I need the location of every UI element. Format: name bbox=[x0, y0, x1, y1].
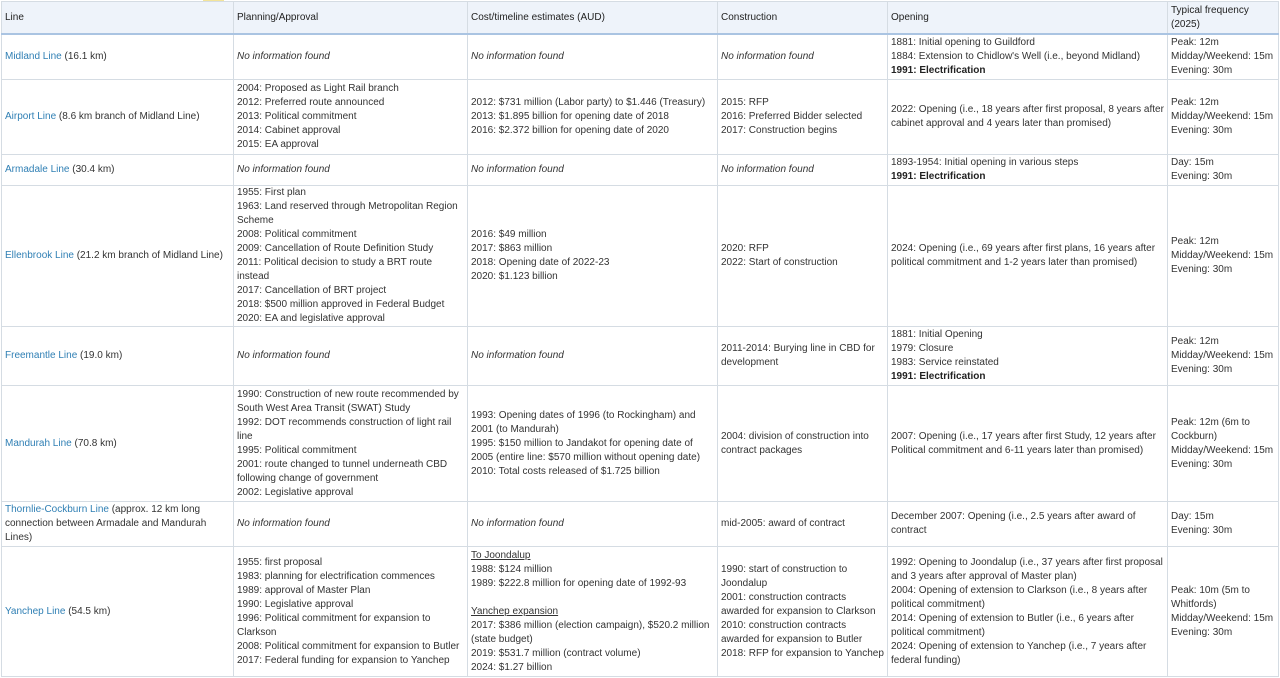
cost-entry: 2024: $1.27 billion bbox=[471, 661, 553, 673]
table-container bbox=[1, 1, 1278, 677]
planning-entry: 2001: route changed to tunnel underneath CBD following change of government bbox=[237, 458, 448, 484]
planning-entry: 2020: EA and legislative approval bbox=[237, 313, 385, 324]
frequency-entry: Peak: 12m bbox=[1171, 236, 1219, 247]
construction-entry: 2004: division of construction into contract packages bbox=[721, 430, 869, 456]
planning-entry: 2017: Federal funding for expansion to Yanchep bbox=[237, 654, 450, 666]
no-info-text: No information found bbox=[471, 164, 564, 175]
line-link[interactable]: Ellenbrook Line bbox=[5, 250, 74, 261]
planning-entry: 2017: Cancellation of BRT project bbox=[237, 285, 387, 296]
line-cell bbox=[2, 80, 234, 155]
frequency-cell bbox=[1168, 327, 1279, 386]
planning-entry: 1963: Land reserved through Metropolitan Region Scheme bbox=[237, 201, 458, 226]
frequency-entry: Evening: 30m bbox=[1171, 171, 1233, 182]
frequency-cell bbox=[1168, 80, 1279, 155]
frequency-entry: Midday/Weekend: 15m bbox=[1171, 250, 1274, 261]
frequency-entry: Evening: 30m bbox=[1171, 65, 1233, 76]
opening-cell bbox=[888, 327, 1168, 386]
cost-entry: 2013: $1.895 billion for opening date of 2018 bbox=[471, 111, 669, 122]
construction-entry: 2020: RFP bbox=[721, 243, 769, 254]
planning-entry: 2002: Legislative approval bbox=[237, 486, 354, 498]
frequency-cell bbox=[1168, 34, 1279, 80]
planning-entry: 2004: Proposed as Light Rail branch bbox=[237, 83, 399, 94]
planning-entry: 1996: Political commitment for expansion to Clarkson bbox=[237, 612, 431, 638]
frequency-entry: Evening: 30m bbox=[1171, 458, 1233, 470]
planning-cell bbox=[234, 386, 468, 502]
cost-entry: 2012: $731 million (Labor party) to $1.446 (Treasury) bbox=[471, 97, 706, 108]
opening-entry: December 2007: Opening (i.e., 2.5 years after award of contract bbox=[891, 511, 1136, 536]
table-row bbox=[2, 80, 1279, 155]
construction-entry: 1990: start of construction to Joondalup bbox=[721, 563, 848, 589]
line-link[interactable]: Yanchep Line bbox=[5, 605, 66, 617]
cost-entry: 1993: Opening dates of 1996 (to Rockingham) and 2001 (to Mandurah) bbox=[471, 409, 696, 435]
construction-entry: 2018: RFP for expansion to Yanchep bbox=[721, 647, 884, 659]
cost-entry: 2010: Total costs released of $1.725 billion bbox=[471, 465, 660, 477]
planning-cell bbox=[234, 547, 468, 677]
frequency-entry: Midday/Weekend: 15m bbox=[1171, 612, 1274, 624]
line-detail: (8.6 km branch of Midland Line) bbox=[56, 111, 200, 122]
planning-entry: 1990: Legislative approval bbox=[237, 598, 354, 610]
cost-subheading-yanchep: Yanchep expansion bbox=[471, 605, 559, 617]
planning-cell bbox=[234, 34, 468, 80]
construction-entry: mid-2005: award of contract bbox=[721, 518, 845, 529]
header-line: Line bbox=[2, 2, 234, 35]
line-link[interactable]: Airport Line bbox=[5, 111, 57, 122]
construction-entry: 2016: Preferred Bidder selected bbox=[721, 111, 863, 122]
header-construction: Construction bbox=[718, 2, 888, 35]
planning-entry: 1989: approval of Master Plan bbox=[237, 584, 371, 596]
line-detail: (16.1 km) bbox=[61, 51, 107, 62]
cost-entry: 2016: $2.372 billion for opening date of 2020 bbox=[471, 125, 669, 136]
table-row bbox=[2, 327, 1279, 386]
frequency-entry: Peak: 12m bbox=[1171, 37, 1219, 48]
planning-entry: 1983: planning for electrification commences bbox=[237, 570, 435, 582]
header-cost: Cost/timeline estimates (AUD) bbox=[468, 2, 718, 35]
line-cell bbox=[2, 327, 234, 386]
rail-lines-table bbox=[1, 1, 1279, 677]
no-info-text: No information found bbox=[471, 518, 564, 529]
cost-subheading-joondalup: To Joondalup bbox=[471, 549, 531, 561]
planning-entry: 2012: Preferred route announced bbox=[237, 97, 385, 108]
table-row bbox=[2, 502, 1279, 547]
frequency-entry: Peak: 12m bbox=[1171, 97, 1219, 108]
opening-cell bbox=[888, 155, 1168, 186]
planning-entry: 1955: first proposal bbox=[237, 556, 323, 568]
construction-cell bbox=[718, 327, 888, 386]
frequency-entry: Peak: 12m bbox=[1171, 336, 1219, 347]
construction-cell bbox=[718, 386, 888, 502]
planning-entry: 2009: Cancellation of Route Definition Study bbox=[237, 243, 434, 254]
planning-entry: 2011: Political decision to study a BRT route instead bbox=[237, 257, 433, 282]
frequency-cell bbox=[1168, 547, 1279, 677]
line-link[interactable]: Armadale Line bbox=[5, 164, 70, 175]
frequency-cell bbox=[1168, 186, 1279, 327]
construction-entry: 2022: Start of construction bbox=[721, 257, 838, 268]
opening-entry: 2022: Opening (i.e., 18 years after first proposal, 8 years after cabinet approval and 4 years later than promised) bbox=[891, 104, 1164, 129]
no-info-text: No information found bbox=[237, 518, 330, 529]
frequency-entry: Midday/Weekend: 15m bbox=[1171, 444, 1274, 456]
table-row bbox=[2, 386, 1279, 502]
construction-cell bbox=[718, 502, 888, 547]
cost-entry: 2019: $531.7 million (contract volume) bbox=[471, 647, 641, 659]
line-link[interactable]: Freemantle Line bbox=[5, 350, 78, 361]
frequency-entry: Evening: 30m bbox=[1171, 525, 1233, 536]
frequency-cell bbox=[1168, 502, 1279, 547]
no-info-text: No information found bbox=[237, 350, 330, 361]
opening-cell bbox=[888, 386, 1168, 502]
opening-entry: 2007: Opening (i.e., 17 years after first Study, 12 years after Political commitment and 6-11 years later than promised) bbox=[891, 430, 1156, 456]
spacer bbox=[471, 591, 714, 605]
frequency-entry: Midday/Weekend: 15m bbox=[1171, 51, 1274, 62]
planning-cell bbox=[234, 502, 468, 547]
cost-entry: 2017: $386 million (election campaign), $520.2 million (state budget) bbox=[471, 619, 710, 645]
line-detail: (54.5 km) bbox=[65, 605, 111, 617]
cost-entry: 2016: $49 million bbox=[471, 229, 547, 240]
construction-cell bbox=[718, 80, 888, 155]
construction-entry: 2010: construction contracts awarded for expansion to Butler bbox=[721, 619, 863, 645]
electrification-entry: 1991: Electrification bbox=[891, 171, 986, 182]
header-opening: Opening bbox=[888, 2, 1168, 35]
cost-cell bbox=[468, 155, 718, 186]
no-info-text: No information found bbox=[237, 51, 330, 62]
cost-entry: 1989: $222.8 million for opening date of 1992-93 bbox=[471, 577, 687, 589]
table-row bbox=[2, 186, 1279, 327]
frequency-entry: Day: 15m bbox=[1171, 511, 1214, 522]
frequency-entry: Evening: 30m bbox=[1171, 626, 1233, 638]
line-detail: (approx. 12 km long connection between Armadale and Mandurah Lines) bbox=[5, 504, 207, 543]
construction-entry: 2017: Construction begins bbox=[721, 125, 838, 136]
frequency-entry: Midday/Weekend: 15m bbox=[1171, 111, 1274, 122]
no-info-text: No information found bbox=[721, 51, 814, 62]
frequency-entry: Evening: 30m bbox=[1171, 125, 1233, 136]
line-link[interactable]: Midland Line bbox=[5, 51, 62, 62]
line-cell bbox=[2, 547, 234, 677]
planning-entry: 2008: Political commitment bbox=[237, 229, 357, 240]
opening-entry: 1881: Initial Opening bbox=[891, 329, 983, 340]
frequency-cell bbox=[1168, 386, 1279, 502]
frequency-entry: Peak: 12m (6m to Cockburn) bbox=[1171, 416, 1250, 442]
opening-entry: 2004: Opening of extension to Clarkson (i.e., 8 years after political commitment) bbox=[891, 584, 1148, 610]
line-cell bbox=[2, 34, 234, 80]
opening-entry: 2014: Opening of extension to Butler (i.e., 6 years after political commitment) bbox=[891, 612, 1134, 638]
cost-entry: 2018: Opening date of 2022-23 bbox=[471, 257, 610, 268]
frequency-entry: Evening: 30m bbox=[1171, 364, 1233, 375]
planning-entry: 1990: Construction of new route recommended by South West Area Transit (SWAT) Study bbox=[237, 388, 459, 414]
electrification-entry: 1991: Electrification bbox=[891, 65, 986, 76]
no-info-text: No information found bbox=[471, 51, 564, 62]
cost-cell bbox=[468, 186, 718, 327]
opening-cell bbox=[888, 34, 1168, 80]
planning-entry: 1995: Political commitment bbox=[237, 444, 357, 456]
opening-entry: 2024: Opening (i.e., 69 years after first plans, 16 years after political commitment and 1-2 years later than promised) bbox=[891, 243, 1156, 268]
line-link[interactable]: Thornlie-Cockburn Line bbox=[5, 504, 109, 515]
opening-cell bbox=[888, 186, 1168, 327]
cost-cell bbox=[468, 80, 718, 155]
planning-entry: 2008: Political commitment for expansion to Butler bbox=[237, 640, 460, 652]
planning-entry: 2015: EA approval bbox=[237, 139, 319, 150]
opening-cell bbox=[888, 547, 1168, 677]
opening-cell bbox=[888, 502, 1168, 547]
line-cell bbox=[2, 502, 234, 547]
opening-entry: 1881: Initial opening to Guildford bbox=[891, 37, 1035, 48]
no-info-text: No information found bbox=[237, 164, 330, 175]
line-cell bbox=[2, 186, 234, 327]
planning-cell bbox=[234, 327, 468, 386]
table-row bbox=[2, 547, 1279, 677]
header-frequency: Typical frequency (2025) bbox=[1168, 2, 1279, 35]
line-detail: (70.8 km) bbox=[71, 437, 117, 449]
table-row bbox=[2, 155, 1279, 186]
planning-cell bbox=[234, 155, 468, 186]
cost-cell bbox=[468, 386, 718, 502]
cost-entry: 1988: $124 million bbox=[471, 563, 553, 575]
planning-entry: 2014: Cabinet approval bbox=[237, 125, 341, 136]
construction-entry: 2011-2014: Burying line in CBD for development bbox=[721, 343, 875, 368]
construction-cell bbox=[718, 34, 888, 80]
no-info-text: No information found bbox=[721, 164, 814, 175]
header-planning: Planning/Approval bbox=[234, 2, 468, 35]
line-link[interactable]: Mandurah Line bbox=[5, 437, 72, 449]
cost-cell bbox=[468, 547, 718, 677]
table-row bbox=[2, 34, 1279, 80]
frequency-entry: Peak: 10m (5m to Whitfords) bbox=[1171, 584, 1250, 610]
cost-entry: 1995: $150 million to Jandakot for opening date of 2005 (entire line: $570 million without opening date) bbox=[471, 437, 701, 463]
planning-cell bbox=[234, 186, 468, 327]
planning-entry: 2013: Political commitment bbox=[237, 111, 357, 122]
planning-entry: 2018: $500 million approved in Federal Budget bbox=[237, 299, 445, 310]
frequency-entry: Day: 15m bbox=[1171, 157, 1214, 168]
frequency-cell bbox=[1168, 155, 1279, 186]
construction-cell bbox=[718, 186, 888, 327]
no-info-text: No information found bbox=[471, 350, 564, 361]
frequency-entry: Midday/Weekend: 15m bbox=[1171, 350, 1274, 361]
opening-cell bbox=[888, 80, 1168, 155]
cost-entry: 2017: $863 million bbox=[471, 243, 553, 254]
frequency-entry: Evening: 30m bbox=[1171, 264, 1233, 275]
opening-entry: 1979: Closure bbox=[891, 343, 954, 354]
planning-cell bbox=[234, 80, 468, 155]
opening-entry: 2024: Opening of extension to Yanchep (i.e., 7 years after federal funding) bbox=[891, 640, 1147, 666]
cost-entry: 2020: $1.123 billion bbox=[471, 271, 558, 282]
opening-entry: 1893-1954: Initial opening in various steps bbox=[891, 157, 1079, 168]
construction-entry: 2015: RFP bbox=[721, 97, 769, 108]
construction-cell bbox=[718, 155, 888, 186]
opening-entry: 1992: Opening to Joondalup (i.e., 37 years after first proposal and 3 years after approval of Master plan) bbox=[891, 556, 1163, 582]
header-row bbox=[2, 2, 1279, 35]
line-detail: (21.2 km branch of Midland Line) bbox=[73, 250, 223, 261]
line-cell bbox=[2, 155, 234, 186]
planning-entry: 1992: DOT recommends construction of light rail line bbox=[237, 416, 452, 442]
construction-entry: 2001: construction contracts awarded for expansion to Clarkson bbox=[721, 591, 876, 617]
line-detail: (19.0 km) bbox=[77, 350, 123, 361]
construction-cell bbox=[718, 547, 888, 677]
line-cell bbox=[2, 386, 234, 502]
cost-cell bbox=[468, 34, 718, 80]
cost-cell bbox=[468, 502, 718, 547]
cost-cell bbox=[468, 327, 718, 386]
opening-entry: 1983: Service reinstated bbox=[891, 357, 999, 368]
electrification-entry: 1991: Electrification bbox=[891, 371, 986, 382]
opening-entry: 1884: Extension to Chidlow's Well (i.e., beyond Midland) bbox=[891, 51, 1141, 62]
line-detail: (30.4 km) bbox=[69, 164, 115, 175]
planning-entry: 1955: First plan bbox=[237, 187, 306, 198]
